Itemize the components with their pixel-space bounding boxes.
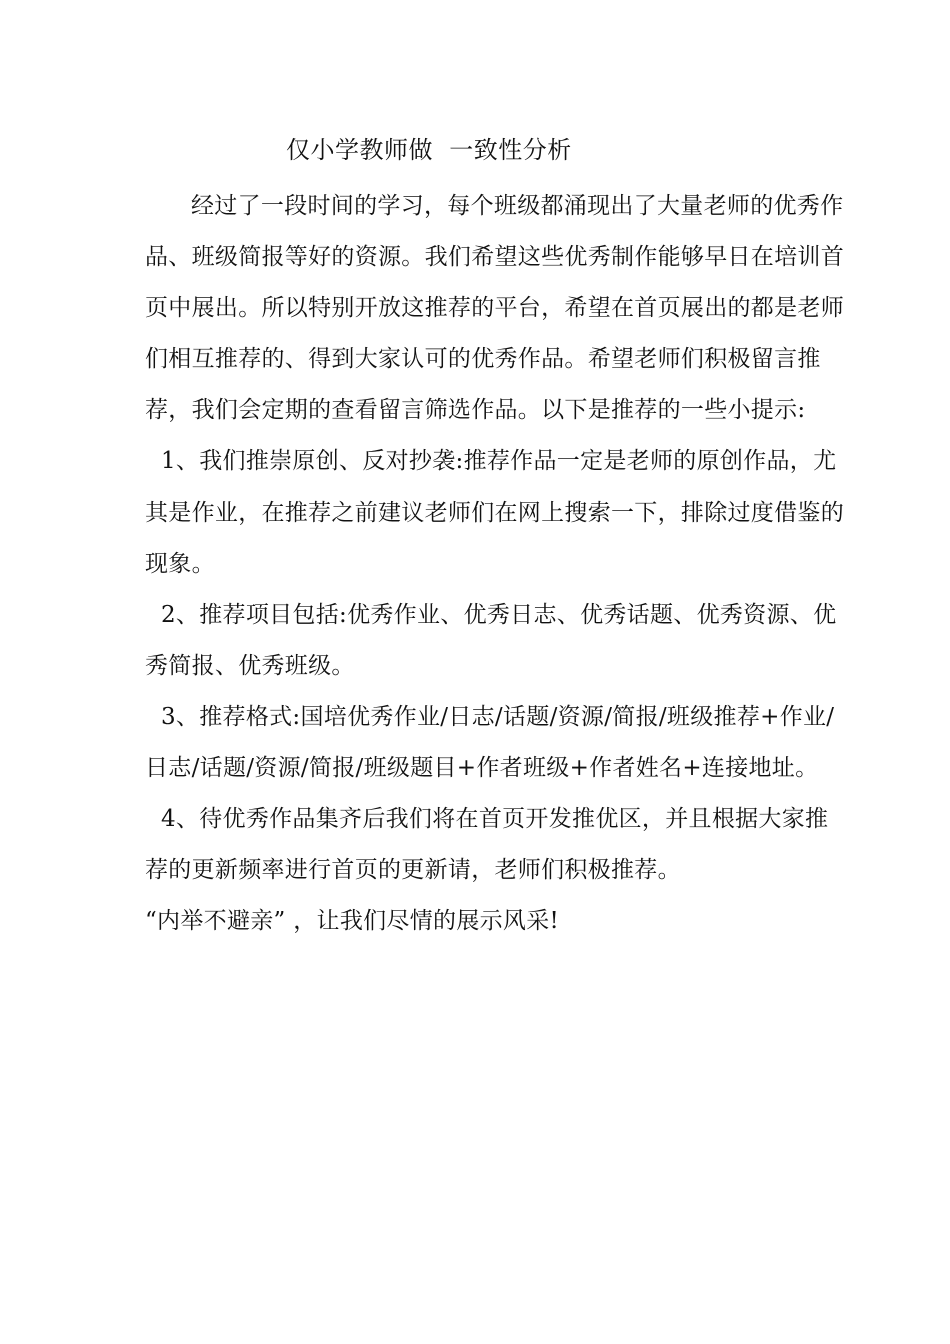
tip-paragraph-1: 1、我们推崇原创、反对抄袭:推荐作品一定是老师的原创作品，尤其是作业，在推荐之前建议老师们在网上搜索一下，排除过度借鉴的现象。 — [145, 448, 844, 577]
closing-quote: “内举不避亲” ，让我们尽情的展示风采! — [145, 908, 560, 935]
tip-paragraph-2: 2、推荐项目包括:优秀作业、优秀日志、优秀话题、优秀资源、优秀简报、优秀班级。 — [145, 601, 837, 679]
tip-paragraph-3: 3、推荐格式:国培优秀作业/日志/话题/资源/简报/班级推荐+作业/日志/话题/资源/简报/班级题目+作者班级+作者姓名+连接地址。 — [145, 703, 835, 782]
tip-paragraph-4: 4、待优秀作品集齐后我们将在首页开发推优区，并且根据大家推荐的更新频率进行首页的更新请，老师们积极推荐。 — [145, 806, 829, 884]
document-body — [145, 181, 845, 947]
document-title: 仅小学教师做 一致性分析 — [286, 136, 572, 164]
intro-paragraph: 经过了一段时间的学习，每个班级都涌现出了大量老师的优秀作品、班级简报等好的资源。我们希望这些优秀制作能够早日在培训首页中展出。所以特别开放这推荐的平台，希望在首页展出的都是老师们相互推荐的、得到大家认可的优秀作品。希望老师们积极留言推荐，我们会定期的查看留言筛选作品。以下是推荐的一些小提示: — [145, 193, 844, 424]
